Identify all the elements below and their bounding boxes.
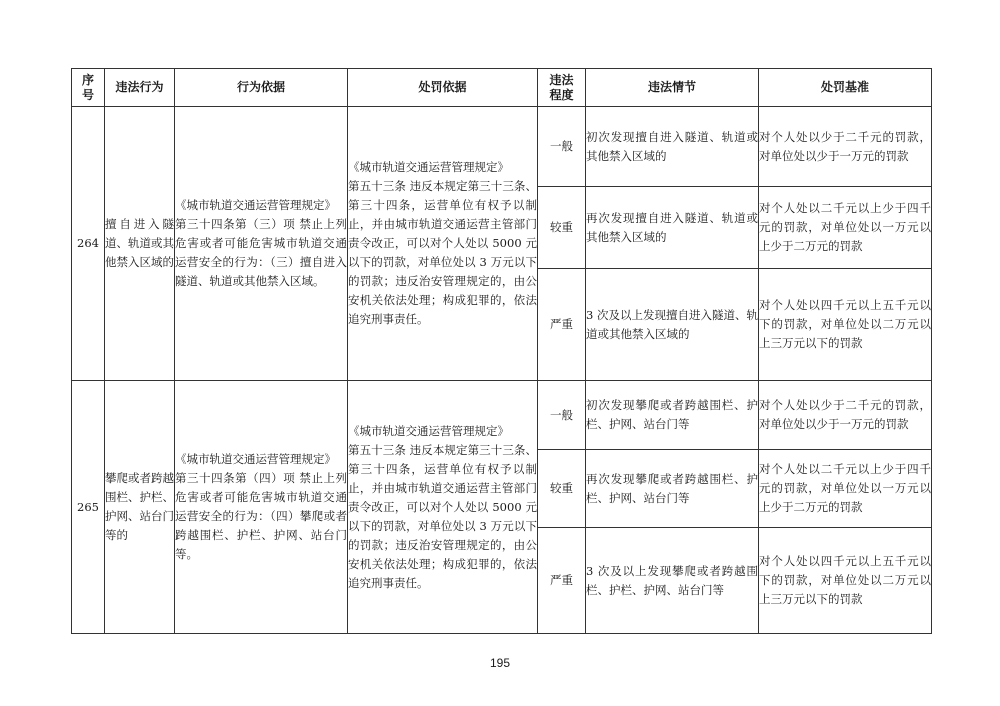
standard-cell: 对个人处以四千元以上五千元以下的罚款，对单位处以二万元以上三万元以下的罚款 — [759, 528, 932, 634]
header-degree: 违法程度 — [538, 69, 586, 107]
circumstance-cell: 初次发现擅自进入隧道、轨道或其他禁入区域的 — [586, 107, 759, 187]
header-standard: 处罚基准 — [759, 69, 932, 107]
degree-cell: 较重 — [538, 187, 586, 269]
degree-cell: 较重 — [538, 450, 586, 528]
table-row — [72, 107, 932, 187]
circumstance-cell: 3 次及以上发现攀爬或者跨越围栏、护栏、护网、站台门等 — [586, 528, 759, 634]
circumstance-cell: 再次发现攀爬或者跨越围栏、护栏、护网、站台门等 — [586, 450, 759, 528]
standard-cell: 对个人处以二千元以上少于四千元的罚款，对单位处以一万元以上少于二万元的罚款 — [759, 450, 932, 528]
row-penalty-basis: 《城市轨道交通运营管理规定》 第五十三条 违反本规定第三十三条、第三十四条，运营单位有权予以制止，并由城市轨道交通运营主管部门责令改正，可以对个人处以 5000 元以下的罚款，对单位处以 3 万元以下的罚款；违反治安管理规定的，由公安机关依法处理；构成犯罪的，依法追究刑事责任。 — [348, 381, 538, 634]
row-no: 265 — [72, 381, 105, 634]
header-no: 序号 — [72, 69, 105, 107]
header-act: 违法行为 — [105, 69, 175, 107]
penalty-table — [71, 68, 932, 634]
degree-cell: 严重 — [538, 269, 586, 381]
circumstance-cell: 3 次及以上发现擅自进入隧道、轨道或其他禁入区域的 — [586, 269, 759, 381]
header-row — [72, 69, 932, 107]
row-basis: 《城市轨道交通运营管理规定》 第三十四条第（四）项 禁止上列危害或者可能危害城市轨道交通运营安全的行为：（四）攀爬或者跨越围栏、护栏、护网、站台门等。 — [175, 381, 348, 634]
standard-cell: 对个人处以二千元以上少于四千元的罚款，对单位处以一万元以上少于二万元的罚款 — [759, 187, 932, 269]
header-penalty-basis: 处罚依据 — [348, 69, 538, 107]
standard-cell: 对个人处以少于二千元的罚款，对单位处以少于一万元的罚款 — [759, 381, 932, 450]
row-act: 攀爬或者跨越围栏、护栏、护网、站台门等的 — [105, 381, 175, 634]
page-number: 195 — [489, 656, 511, 670]
standard-cell: 对个人处以少于二千元的罚款，对单位处以少于一万元的罚款 — [759, 107, 932, 187]
header-basis: 行为依据 — [175, 69, 348, 107]
header-circumstance: 违法情节 — [586, 69, 759, 107]
row-basis: 《城市轨道交通运营管理规定》 第三十四条第（三）项 禁止上列危害或者可能危害城市轨道交通运营安全的行为：（三）擅自进入隧道、轨道或其他禁入区域。 — [175, 107, 348, 381]
circumstance-cell: 再次发现擅自进入隧道、轨道或其他禁入区域的 — [586, 187, 759, 269]
degree-cell: 严重 — [538, 528, 586, 634]
standard-cell: 对个人处以四千元以上五千元以下的罚款，对单位处以二万元以上三万元以下的罚款 — [759, 269, 932, 381]
row-act: 擅自进入隧道、轨道或其他禁入区域的 — [105, 107, 175, 381]
degree-cell: 一般 — [538, 381, 586, 450]
degree-cell: 一般 — [538, 107, 586, 187]
row-no: 264 — [72, 107, 105, 381]
row-penalty-basis: 《城市轨道交通运营管理规定》 第五十三条 违反本规定第三十三条、第三十四条，运营单位有权予以制止，并由城市轨道交通运营主管部门责令改正，可以对个人处以 5000 元以下的罚款，对单位处以 3 万元以下的罚款；违反治安管理规定的，由公安机关依法处理；构成犯罪的，依法追究刑事责任。 — [348, 107, 538, 381]
circumstance-cell: 初次发现攀爬或者跨越围栏、护栏、护网、站台门等 — [586, 381, 759, 450]
table-row — [72, 381, 932, 450]
